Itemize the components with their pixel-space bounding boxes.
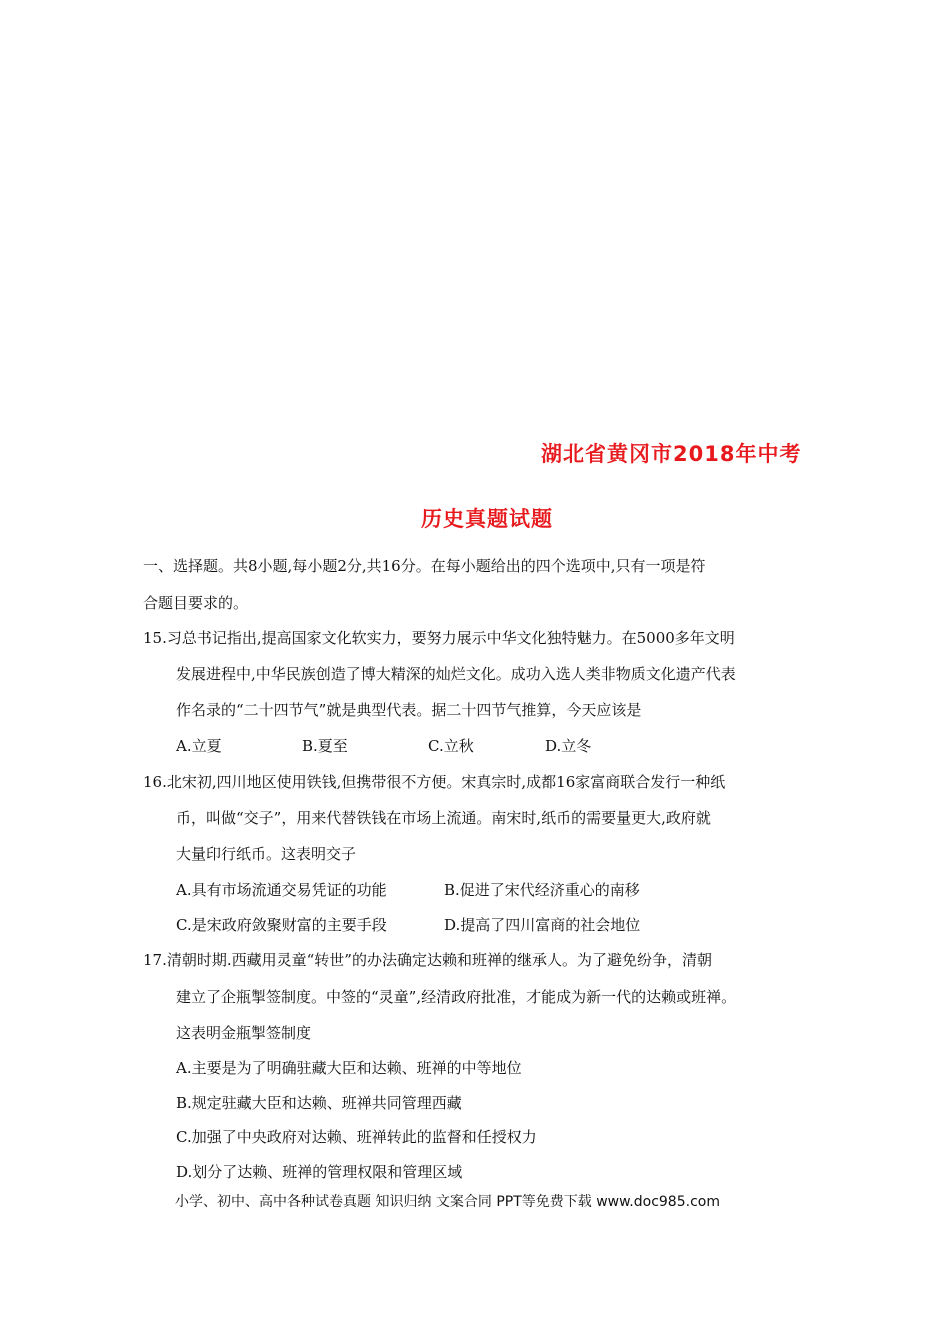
q15-option-c: C.立秋 xyxy=(428,737,474,755)
q17-option-d: D.划分了达赖、班禅的管理权限和管理区域 xyxy=(176,1163,463,1181)
section-instructions-line2: 合题目要求的。 xyxy=(143,594,249,612)
q17-option-c: C.加强了中央政府对达赖、班禅转此的监督和任授权力 xyxy=(176,1128,537,1146)
q15-option-d: D.立冬 xyxy=(545,737,592,755)
exam-title-line1: 湖北省黄冈市2018年中考 xyxy=(541,442,802,466)
footer-watermark-text: 小学、初中、高中各种试卷真题 知识归纳 文案合同 PPT等免费下载 www.doc985.com xyxy=(175,1194,720,1210)
q16-option-d: D.提高了四川富商的社会地位 xyxy=(444,916,641,934)
q17-stem-line2: 建立了企瓶掣签制度。中签的“灵童”,经清政府批准，才能成为新一代的达赖或班禅。 xyxy=(176,988,737,1006)
q16-stem-line3: 大量印行纸币。这表明交子 xyxy=(176,845,357,863)
q17-option-b: B.规定驻藏大臣和达赖、班禅共同管理西藏 xyxy=(176,1094,462,1112)
q15-option-a: A.立夏 xyxy=(176,737,222,755)
q16-option-a: A.具有市场流通交易凭证的功能 xyxy=(176,881,387,899)
q16-stem-line2: 币，叫做“交子”，用来代替铁钱在市场上流通。南宋时,纸币的需要量更大,政府就 xyxy=(176,809,711,827)
q17-stem-line3: 这表明金瓶掣签制度 xyxy=(176,1024,312,1042)
section-instructions-line1: 一、选择题。共8小题,每小题2分,共16分。在每小题给出的四个选项中,只有一项是符 xyxy=(143,557,706,575)
q15-stem-line1: 15.习总书记指出,提高国家文化软实力，要努力展示中华文化独特魅力。在5000多年文明 xyxy=(143,629,735,647)
q17-stem-line1: 17.清朝时期.西藏用灵童“转世”的办法确定达赖和班禅的继承人。为了避免纷争，清朝 xyxy=(143,951,712,969)
exam-title-line2: 历史真题试题 xyxy=(421,507,553,531)
q15-stem-line2: 发展进程中,中华民族创造了博大精深的灿烂文化。成功入选人类非物质文化遗产代表 xyxy=(176,665,736,683)
q15-option-b: B.夏至 xyxy=(302,737,348,755)
q15-stem-line3: 作名录的“二十四节气”就是典型代表。据二十四节气推算，今天应该是 xyxy=(176,701,642,719)
q16-stem-line1: 16.北宋初,四川地区使用铁钱,但携带很不方便。宋真宗时,成都16家富商联合发行一种纸 xyxy=(143,773,726,791)
q16-option-c: C.是宋政府敛聚财富的主要手段 xyxy=(176,916,387,934)
q16-option-b: B.促进了宋代经济重心的南移 xyxy=(444,881,640,899)
q17-option-a: A.主要是为了明确驻藏大臣和达赖、班禅的中等地位 xyxy=(176,1059,522,1077)
